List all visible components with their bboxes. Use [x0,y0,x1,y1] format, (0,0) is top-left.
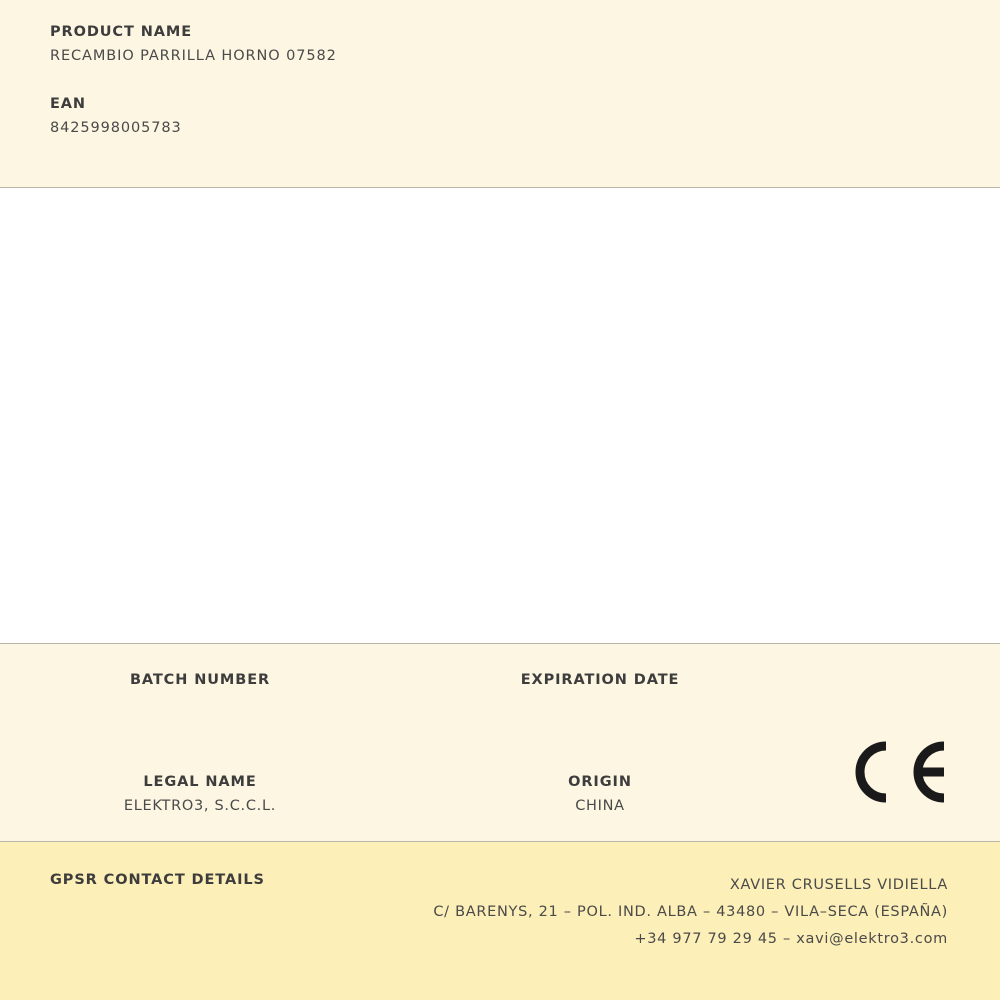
product-header-section [0,0,1000,188]
legal-name-value: ELEKTRO3, S.C.C.L. [123,797,277,814]
info-row-spacer [0,712,1000,774]
gpsr-contact-phone-email: +34 977 79 29 45 – xavi@elektro3.com [634,931,948,947]
batch-number-cell [0,672,400,712]
ean-label: EAN [50,96,86,112]
info-row-legal-origin [0,774,800,815]
gpsr-contact-details [433,872,948,953]
gpsr-contact-address: C/ BARENYS, 21 – POL. IND. ALBA – 43480 – VILA–SECA (ESPAÑA) [433,904,948,920]
legal-name-label: LEGAL NAME [143,774,257,791]
product-name-label: PRODUCT NAME [50,24,193,40]
gpsr-contact-label: GPSR CONTACT DETAILS [50,872,265,888]
ean-block [50,96,950,136]
gpsr-contact-name: XAVIER CRUSELLS VIDIELLA [729,877,948,893]
origin-value: CHINA [575,797,625,814]
expiration-date-cell [400,672,800,712]
ean-value: 8425998005783 [50,120,182,136]
product-name-block [50,24,950,64]
ce-mark-icon [852,740,948,804]
product-image-area [0,188,1000,644]
origin-cell [400,774,800,815]
expiration-date-label: EXPIRATION DATE [520,672,680,688]
legal-name-cell [0,774,400,815]
batch-number-value [0,695,400,712]
batch-number-label: BATCH NUMBER [129,672,271,688]
info-row-batch-expiration [0,672,800,712]
product-name-value: RECAMBIO PARRILLA HORNO 07582 [50,48,337,64]
origin-label: ORIGIN [568,774,632,791]
gpsr-footer-section [0,842,1000,1000]
product-info-section [0,644,1000,842]
expiration-date-value [400,695,800,712]
